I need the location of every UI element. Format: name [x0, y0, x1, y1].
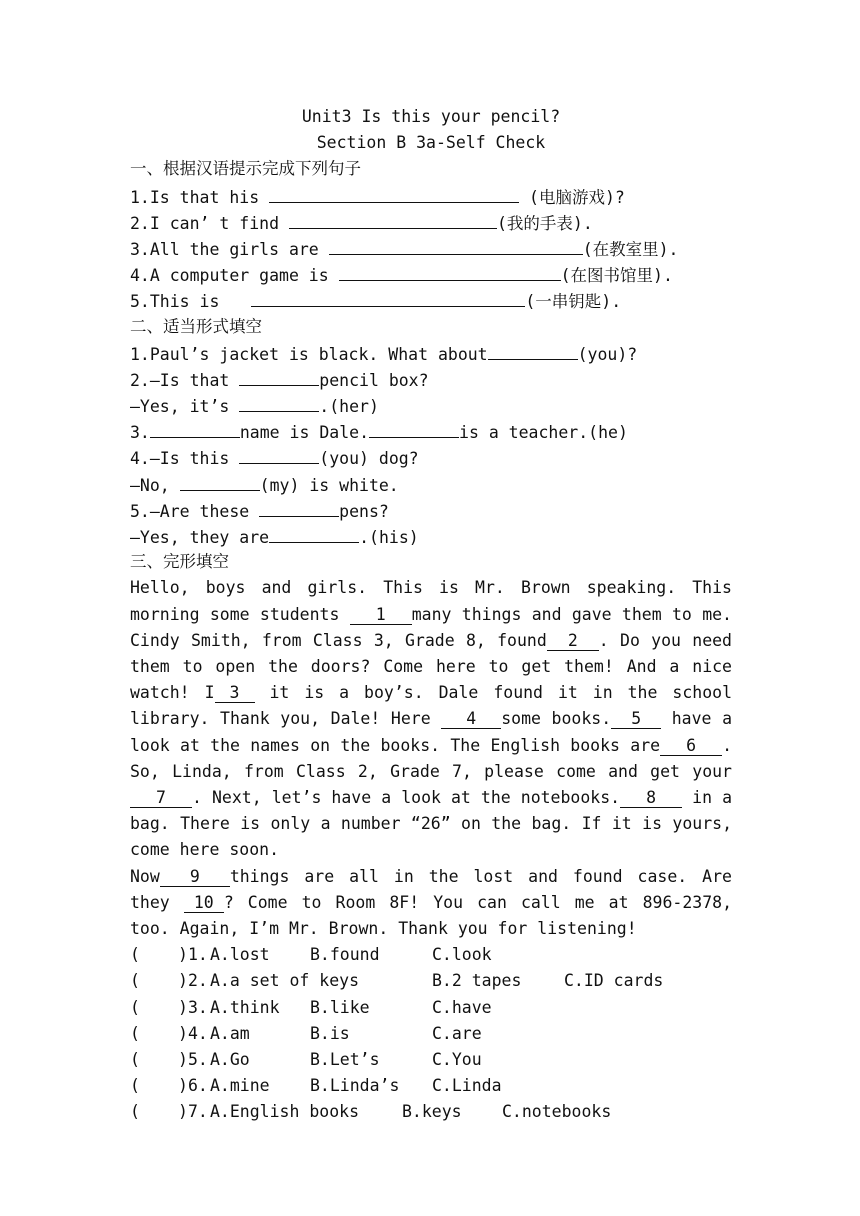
s2-line-2-text: 2.—Is that	[130, 370, 240, 390]
option-c[interactable]: C.Linda	[432, 1076, 502, 1096]
s2-line-2-rest: pencil box?	[319, 370, 429, 390]
cloze-blank-9[interactable]: 9	[160, 868, 230, 887]
s2-line-1	[130, 340, 732, 366]
s2-line-4	[130, 418, 732, 444]
answer-paren-open[interactable]: (	[130, 971, 140, 991]
question-number: 7.	[188, 1102, 208, 1122]
s2-line-6-text: —No,	[130, 475, 180, 495]
s1-item-1	[130, 183, 732, 209]
worksheet-title: Unit3 Is this your pencil?	[301, 107, 561, 126]
s1-blank-3[interactable]	[329, 235, 583, 255]
s1-item-5	[130, 287, 732, 313]
cloze-passage	[130, 575, 732, 942]
s2-line-4-hint: is a teacher.(he)	[459, 423, 628, 443]
worksheet-subtitle: Section B 3a-Self Check	[316, 133, 546, 153]
option-a[interactable]: A.mine	[210, 1076, 270, 1096]
s2-line-5-hint: (you) dog?	[319, 449, 419, 469]
s2-blank-9[interactable]	[269, 523, 359, 543]
s1-blank-2[interactable]	[289, 209, 497, 229]
s2-blank-8[interactable]	[259, 497, 339, 517]
s2-line-4-num: 3.	[130, 423, 150, 443]
option-row	[130, 942, 732, 968]
s1-blank-1[interactable]	[269, 183, 519, 203]
option-c[interactable]: C.have	[432, 997, 492, 1017]
question-number: 2.	[188, 971, 208, 991]
option-b[interactable]: B.found	[310, 945, 380, 965]
option-b[interactable]: B.2 tapes	[432, 971, 522, 991]
cloze-text-1: Hello, boys and girls. This is Mr. Brown speaking. This morning some students	[130, 578, 732, 624]
answer-paren-open[interactable]: (	[130, 1076, 140, 1096]
cloze-blank-5[interactable]: 5	[611, 710, 661, 729]
question-number: 6.	[188, 1076, 208, 1096]
option-row	[130, 1099, 732, 1125]
answer-paren-close: )	[178, 997, 188, 1017]
option-b[interactable]: B.like	[310, 997, 370, 1017]
cloze-text-6: have a look at the names on the books. The English books are	[130, 709, 732, 755]
answer-paren-open[interactable]: (	[130, 1049, 140, 1069]
option-a[interactable]: A.think	[210, 997, 280, 1017]
option-c[interactable]: C.look	[432, 945, 492, 965]
s2-line-7-rest: pens?	[339, 501, 389, 521]
s2-blank-7[interactable]	[180, 471, 260, 491]
answer-paren-close: )	[178, 1076, 188, 1096]
cloze-text-9: in a bag. There is only a number “26” on the bag. If it is yours, come here soon.	[130, 788, 732, 860]
option-a[interactable]: A.am	[210, 1023, 250, 1043]
s1-item-3-text: 3.All the girls are	[130, 239, 329, 259]
s1-item-3-hint: (在教室里).	[582, 239, 679, 259]
option-b[interactable]: B.keys	[402, 1102, 462, 1122]
option-c[interactable]: C.You	[432, 1049, 482, 1069]
option-row	[130, 1047, 732, 1073]
s1-item-5-text: 5.This is	[130, 292, 230, 312]
answer-paren-close: )	[178, 1102, 188, 1122]
s1-item-2-text: 2.I can’ t find	[130, 213, 289, 233]
option-a[interactable]: A.English books	[210, 1102, 360, 1122]
option-row	[130, 995, 732, 1021]
s2-line-5-text: 4.—Is this	[130, 449, 240, 469]
question-number: 1.	[188, 945, 208, 965]
cloze-blank-1[interactable]: 1	[350, 606, 412, 625]
answer-paren-close: )	[178, 971, 188, 991]
cloze-text-11: things are all in the lost and found case. Are they	[130, 866, 732, 912]
question-number: 5.	[188, 1049, 208, 1069]
s2-line-1-hint: (you)?	[577, 344, 638, 364]
s2-line-3-hint: .(her)	[319, 397, 379, 417]
s1-item-4-text: 4.A computer game is	[130, 266, 339, 286]
s2-line-1-text: 1.Paul’s jacket is black. What about	[130, 344, 488, 364]
option-row	[130, 1073, 732, 1099]
option-b[interactable]: B.Let’s	[310, 1049, 380, 1069]
s2-line-8-text: —Yes, they are	[130, 528, 270, 547]
question-number: 3.	[188, 997, 208, 1017]
answer-paren-close: )	[178, 1049, 188, 1069]
cloze-blank-3[interactable]: 3	[215, 684, 255, 703]
s2-line-7	[130, 497, 732, 523]
s1-item-1-text: 1.Is that his	[130, 187, 270, 207]
option-c[interactable]: C.ID cards	[564, 971, 664, 991]
cloze-text-12: ? Come to Room 8F! You can call me at 896-2378, too. Again, I’m Mr. Brown. Thank you for listening!	[130, 892, 733, 939]
s1-item-4	[130, 261, 732, 287]
cloze-blank-6[interactable]: 6	[660, 737, 722, 756]
question-number: 4.	[188, 1023, 208, 1043]
s2-line-8	[130, 523, 732, 549]
option-b[interactable]: B.is	[310, 1023, 350, 1043]
answer-paren-close: )	[178, 1023, 188, 1043]
s2-line-7-text: 5.—Are these	[130, 501, 260, 521]
s2-line-6-hint: (my) is white.	[259, 475, 399, 495]
s1-blank-4[interactable]	[339, 261, 561, 281]
cloze-text-3: . Do you need them to open the doors? Come here to get them! And a nice watch! I	[130, 630, 732, 703]
cloze-blank-2[interactable]: 2	[547, 632, 599, 651]
option-a[interactable]: A.Go	[210, 1049, 250, 1069]
cloze-blank-8[interactable]: 8	[620, 789, 682, 808]
s2-line-2	[130, 366, 732, 392]
option-a[interactable]: A.lost	[210, 945, 270, 965]
cloze-text-10: Now	[130, 866, 160, 886]
cloze-text-4: it is a boy’s. Dale found it in the school library. Thank you, Dale! Here	[130, 683, 732, 729]
s2-blank-6[interactable]	[239, 444, 319, 464]
cloze-blank-10[interactable]: 10	[184, 894, 224, 913]
s2-line-5	[130, 444, 732, 470]
answer-paren-open[interactable]: (	[130, 1023, 140, 1043]
answer-paren-open[interactable]: (	[130, 945, 140, 965]
s1-item-2-hint: (我的手表).	[496, 213, 593, 233]
answer-paren-open[interactable]: (	[130, 1102, 140, 1122]
cloze-text-7: . So, Linda, from Class 2, Grade 7, please come and get your	[130, 735, 732, 781]
cloze-text-2: many things and gave them to me. Cindy Smith, from Class 3, Grade 8, found	[130, 604, 732, 650]
option-c[interactable]: C.are	[432, 1023, 482, 1043]
s1-item-5-hint: (一串钥匙).	[525, 292, 622, 312]
cloze-blank-7[interactable]: 7	[130, 789, 192, 808]
s2-blank-5[interactable]	[369, 418, 459, 438]
s2-line-6	[130, 471, 732, 497]
s2-blank-4[interactable]	[150, 418, 240, 438]
s1-item-2	[130, 209, 732, 235]
s2-line-3	[130, 392, 732, 418]
s2-line-3-text: —Yes, it’s	[130, 397, 240, 417]
s2-blank-1[interactable]	[488, 340, 578, 360]
s2-line-8-hint: .(his)	[359, 528, 419, 547]
section1-heading: 一、根据汉语提示完成下列句子	[130, 159, 361, 179]
cloze-text-8: . Next, let’s have a look at the notebooks.	[192, 788, 621, 807]
option-b[interactable]: B.Linda’s	[310, 1076, 400, 1096]
s2-blank-3[interactable]	[239, 392, 319, 412]
s1-blank-5[interactable]	[251, 287, 525, 307]
answer-paren-close: )	[178, 945, 188, 965]
section3-heading: 三、完形填空	[130, 552, 229, 572]
worksheet-page	[130, 104, 732, 1126]
s2-blank-2[interactable]	[239, 366, 319, 386]
s1-item-3	[130, 235, 732, 261]
cloze-text-5: some books.	[501, 709, 612, 729]
cloze-blank-4[interactable]: 4	[441, 710, 501, 729]
option-row	[130, 1021, 732, 1047]
option-c[interactable]: C.notebooks	[502, 1102, 612, 1122]
s1-item-1-hint: (电脑游戏)?	[519, 187, 625, 207]
section2-heading: 二、适当形式填空	[130, 316, 262, 336]
answer-paren-open[interactable]: (	[130, 997, 140, 1017]
s2-line-4-text: name is Dale.	[239, 423, 370, 443]
options-list	[130, 942, 732, 1125]
s1-item-4-hint: (在图书馆里).	[560, 266, 673, 286]
option-row	[130, 968, 732, 994]
option-a[interactable]: A.a set of keys	[210, 971, 360, 991]
